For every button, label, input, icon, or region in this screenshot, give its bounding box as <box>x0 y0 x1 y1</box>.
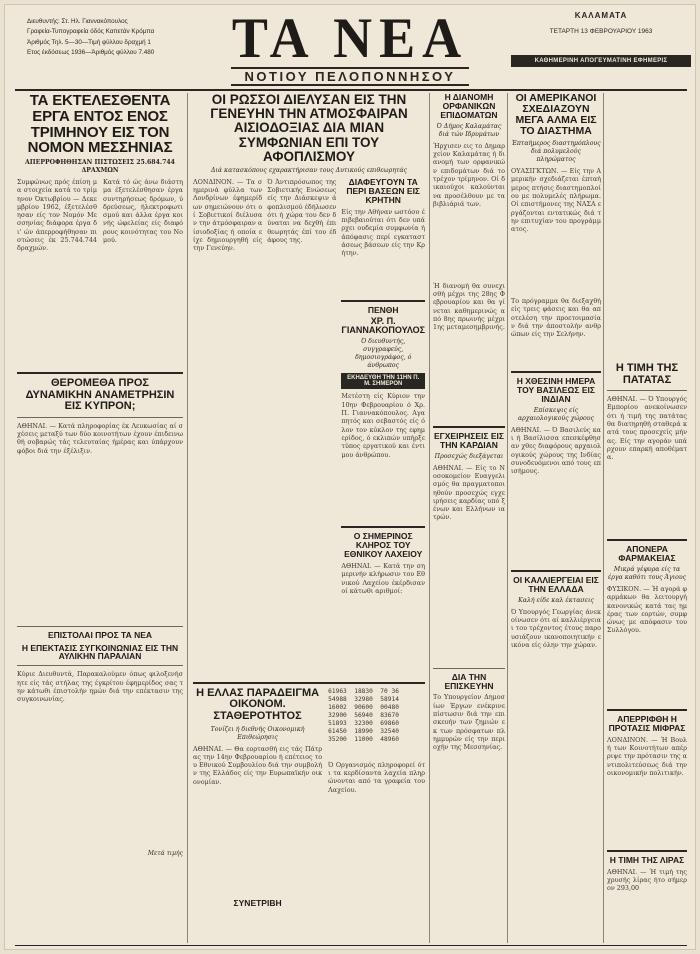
article-transport-body: Κύριε Διευθυντά, Παρακαλούμεν όπως φιλοξενήσητε είς τάς στήλας της έγκρίτου έφημερίδος σας την κάτωθι έπιστολήν ημών διά την επέκτασιν της συγκοινωνίας. <box>17 670 183 704</box>
article-works-body-a: Συμφώνως πρός έπίση μα στοιχεία κατά το τρίμηνον Όκτωβρίου — Δεκεμβρίου 1962, έξετελέσθησαν είς τον Νομόν Μεσσηνίας διάφορα έργα δι' ών άπερροφήθησαν πιστώσεις έκ 25.744.744 δραχμών. <box>17 178 97 253</box>
kicker-geneva: Διά κατασκόπους εχαρακτήρισαν τους Δυτικούς επιθεωρητάς <box>210 166 408 174</box>
article-lottery-note: Ό Οργανισμός πληροφορεί ότι τα κερδίσαντα λαχεία πληρώνονται από τα γραφεία του Λαχείου. <box>328 760 425 794</box>
masthead <box>5 5 696 87</box>
kicker-works: ΑΠΕΡΡΟΦΗΘΗΣΑΝ ΠΙΣΤΩΣΕΙΣ 25.684.744 ΔΡΑΧΜΩΝ <box>24 159 175 174</box>
kicker-greece-stability: Τονίζει ή διεθνής Οικονομική Επιθεώρησις <box>210 725 305 741</box>
box-letters: ΕΠΙΣΤΟΛΑΙ ΠΡΟΣ ΤΑ ΝΕΑ <box>47 629 153 640</box>
column-divider <box>507 93 508 943</box>
article-space-body-a: ΟΥΑΣΙΓΚΤΩΝ. — Είς την Αμερικήν σχεδιάζεται έπταήμερος πτήσις διαστημοπλοίου με πολυμελές πλήρωμα. Οί επιστήμονες της ΝΑΣΑ εργάζονται εντατικώς διά την επιτυχίαν του προγράμματος. <box>511 167 601 234</box>
column-divider <box>429 93 430 943</box>
headline-potato: Η ΤΙΜΗ ΤΗΣ ΠΑΤΑΤΑΣ <box>615 362 679 386</box>
column-5 <box>511 93 601 943</box>
city-name: ΚΑΛΑΜΑΤΑ <box>574 11 628 20</box>
column-4 <box>433 93 505 943</box>
bottom-rule <box>15 945 687 946</box>
article-potato-body: ΑΘΗΝΑΙ. — Ό Υπουργός Εμπορίου ανεκοίνωσεν ότι ή τιμή της πατάτας θα διατηρηθή σταθερά κατά τους προσεχείς μήνας. Είς την αγοράν υπάρχουν επαρκή αποθέματα. <box>607 395 687 462</box>
article-lottery-body: ΑΘΗΝΑΙ. — Κατά την σημερινήν κλήρωσιν του Εθνικού Λαχείου έκέρδισαν οί κάτωθι αριθμοί: <box>341 562 425 596</box>
article-pound-body: ΑΘΗΝΑΙ. — Ή τιμή της χρυσής λίρας ήτο σήμερον 293,00 <box>607 867 687 893</box>
column-divider <box>187 93 188 943</box>
article-geneva-body-a: ΛΟΝΔΙΝΟΝ. — Τα σημερινά φύλλα των Λονδρίνων έφημερίδων σημειώνουν ότι οί Σοβιετικοί διέλυσαν την άτμόσφαιραν αίσιοδοξίας ή οποία είχε δημιουργηθή είς την Γενεύην. <box>193 177 263 253</box>
issue-date: ΤΕΤΑΡΤΗ 13 ΦΕΒΡΟΥΑΡΙΟΥ 1963 <box>549 28 653 35</box>
article-orphans-body-a: Ήρχισεν εις το Δημαρχείον Καλαμάτας ή διανομή των ορφανικών επιδομάτων διά το τρέχον τρίμηνον. Οί δικαιούχοι καλούνται να προσέλθουν με τα βιβλιάριά των. <box>433 141 505 208</box>
phone-line: Άριθμός Τηλ. 5—30—Τιμή φύλλου δραχμή 1 <box>27 38 151 46</box>
kicker-king-india: Επίσκεψις είς αρχαιολογικούς χώρους <box>517 406 595 422</box>
headline-crops: ΟΙ ΚΑΛΛΙΕΡΓΕΙΑΙ ΕΙΣ ΤΗΝ ΕΛΛΑΔΑ <box>513 574 599 594</box>
kicker-orphans: Ό Δήμος Καλαμάτας διά τών Ιδρυμάτων <box>436 122 502 138</box>
headline-crete: ΔΙΑΦΕΥΓΟΥΝ ΤΑ ΠΕΡΙ ΒΑΣΕΩΝ ΕΙΣ ΚΡΗΤΗΝ <box>346 176 421 205</box>
article-repair-body: Το Υπουργείον Δημοσίων Έργων ενέκρινε πίστωσιν διά την επισκευήν των ζημιών εκ των πρόσφατων πλημμυρών είς την περιοχήν της Μεσσηνίας. <box>433 693 505 752</box>
kicker-space: Έπταήμερος διαστημόπλους διά πολυμελούς πληρώματος <box>511 140 601 164</box>
headline-geneva: ΟΙ ΡΩΣΣΟΙ ΔΙΕΛΥΣΑΝ ΕΙΣ ΤΗΝ ΓΕΝΕΥΗΝ ΤΗΝ ΑΤΜΟΣΦΑΙΡΑΝ ΑΙΣΙΟΔΟΞΙΑΣ ΔΙΑ ΜΙΑΝ ΣΥΜΦΩΝΙΑΝ ΕΠΙ ΤΟΥ ΑΦΟΠΛΙΣΜΟΥ <box>210 93 408 164</box>
article-greece-stability-body: ΑΘΗΝΑΙ. — Θα εορτασθή εις τάς Πάτρας την 14ην Φεβρουαρίου ή επέτειος του Εθνικού Συμβουλίου διά την συμβολήν της Ελλάδος είς την Ευρωπαϊκήν οικονομίαν. <box>193 744 323 786</box>
headline-king-india: Η ΧΘΕΣΙΝΗ ΗΜΕΡΑ ΤΟΥ ΒΑΣΙΛΕΩΣ ΕΙΣ ΙΝΔΙΑΝ <box>516 376 596 404</box>
article-geneva-body-b: Ό Άντιπρόσωπος της Σοβιετικής Ενώσεως είς την Διάσκεψιν άφοπλισμού έδήλωσεν ότι ή χώρα του δεν δύναται να δεχθή έπιθεωρητάς έπί του έδάφους της. <box>267 177 337 244</box>
column-2 <box>193 93 425 943</box>
article-proposal-body: ΛΟΝΔΙΝΟΝ. — Ή Βουλή των Κοινοτήτων απέρριψε την πρότασιν της αντιπολιτεύσεως διά την οικονομικήν πολιτικήν. <box>607 735 687 777</box>
obituary-subtitle: Ό διευθυντής, συγγραφεύς, δημοσιογράφος, ό άνθρωπος <box>355 338 412 370</box>
obituary-name: ΧΡ. Π. ΓΙΑΝΝΑΚΟΠΟΥΛΟΣ <box>341 315 425 335</box>
kicker-pharmacies: Μικρά γέφυρα είς τα έργα καθότι τους Άγιους <box>607 565 687 581</box>
obituary-body: Μετέστη είς Κύριον την 10ην Φεβρουαρίου ό Χρ. Π. Γιαννακόπουλος. Αγαπητός και σεβαστός είς όλον τον κύκλον της εφημερίδος, ό εκλιπών υπήρξε τύπος εργατικού και έντιμου άνθρώπου. <box>341 392 425 459</box>
kicker-crops: Καλή είδε καλ έκτασεις <box>518 596 594 604</box>
newspaper-page <box>4 4 696 950</box>
kicker-heart-surgery: Προσεχώς διεξάγεται <box>434 452 504 460</box>
headline-proposal: ΑΠΕΡΡΙΦΘΗ Η ΠΡΟΤΑΣΙΣ ΜΙΦΡΑΣ <box>608 713 686 733</box>
article-crete-body: Είς την Αθήναν ωστόσο έπιβεβαιούται ότι δεν υπάρχει ουδεμία συμφωνία ή άπόφασις περί εγκαταστάσεως βάσεων είς την Κρήτην. <box>341 207 425 258</box>
masthead-title-block <box>201 6 499 85</box>
headline-pound: Η ΤΙΜΗ ΤΗΣ ΛΙΡΑΣ <box>609 854 685 865</box>
headline-pharmacies: ΑΠΟΝΕΡΑ ΦΑΡΜΑΚΕΙΑΣ <box>618 544 676 564</box>
letter-signature: Μετά τιμής <box>147 850 183 858</box>
issue-line: Ετος έκδόσεως 1936—Άριθμός φύλλου 7.480 <box>27 49 155 57</box>
headline-cyprus: ΘΕΡΟΜΕΘΑ ΠΡΟΣ ΔΥΝΑΜΙΚΗΝ ΑΝΑΜΕΤΡΗΣΙΝ ΕΙΣ ΚΥΠΡΟΝ; <box>25 377 175 413</box>
article-space-body-b: Το πρόγραμμα θα διεξαχθή είς τρεις φάσεις και θα αποτελέση την προετοιμασίαν διά την άποστολήν ανθρώπων είς την Σελήνην. <box>511 297 601 339</box>
headline-lottery: Ο ΣΗΜΕΡΙΝΟΣ ΚΛΗΡΟΣ ΤΟΥ ΕΘΝΙΚΟΥ ΛΑΧΕΙΟΥ <box>344 531 423 560</box>
newspaper-subtitle: ΝΟΤΙΟΥ ΠΕΛΟΠΟΝΝΗΣΟΥ <box>231 67 469 86</box>
column-6 <box>607 93 687 943</box>
article-crops-body: Ό Υπουργός Γεωργίας άνεκοίνωσεν ότι αί καλλιέργειαι του τρέχοντος έτους παρουσιάζουν ικανοποιητικήν εικόνα είς όλην την χώραν. <box>511 607 601 649</box>
headline-heart-surgery: ΕΓΧΕΙΡΗΣΕΙΣ ΕΙΣ ΤΗΝ ΚΑΡΔΙΑΝ <box>433 430 504 450</box>
box-crashed: ΣΥΝΕΤΡΙΒΗ <box>233 897 282 908</box>
article-cyprus-body: ΑΘΗΝΑΙ. — Κατά πληροφορίας έκ Λευκωσίας αί σχέσεις μεταξύ των δύο κοινοτήτων έχουν έπιδεινωθή σοβαρώς τάς τελευταίας ήμέρας και ύπάρχουν φόβοι διά την έξέλιξιν. <box>17 421 183 455</box>
headline-works: ΤΑ ΕΚΤΕΛΕΣΘΕΝΤΑ ΕΡΓΑ ΕΝΤΟΣ ΕΝΟΣ ΤΡΙΜΗΝΟΥ ΕΙΣ ΤΟΝ ΝΟΜΟΝ ΜΕΣΣΗΝΙΑΣ <box>27 93 173 157</box>
lottery-numbers: 61963 18830 70 36 54988 32980 58914 16002 90600 00480 32900 56940 83670 51893 32300 69860 61450 18990 32540 35200 11000 48960 <box>328 687 399 743</box>
column-divider <box>603 93 604 943</box>
office-line: Γραφεία-Τυπογραφεία όδός Καπετάν Κρόμπα <box>27 28 155 36</box>
article-orphans-body-b: Ή διανομή θα συνεχισθή μέχρι της 28ης Φεβρουαρίου και θα γίνεται καθημερινώς από 8ης πρωινής μέχρι 1ης μεταμεσημβρινής. <box>433 281 505 332</box>
article-heart-surgery-body: ΑΘΗΝΑΙ. — Είς το Νοσοκομείον Ευαγγελισμός θα πραγματοποιηθούν προσεχώς εγχειρήσεις καρδίας υπό ξένων και Ελλήνων ιατρών. <box>433 463 505 522</box>
masthead-date-block <box>511 11 691 67</box>
editor-line: Διευθυντής: Στ. Ηλ. Γιαννακόπουλος <box>27 18 128 25</box>
tagline-badge: ΚΑΘΗΜΕΡΙΝΗ ΑΠΟΓΕΥΜΑΤΙΝΗ ΕΦΗΜΕΡΙΣ <box>511 55 691 67</box>
obituary-bar: ΕΚΗΔΕΥΘΗ ΤΗΝ 11ΗΝ Π. Μ. ΣΗΜΕΡΟΝ <box>341 373 425 389</box>
article-pharmacies-body: ΦΥΣΙΚΟΝ. — Ή αγορά φαρμάκων θα λειτουργή κανονικώς κατά τας ημέρας των εορτών, συμφώνως με απόφασιν του Συλλόγου. <box>607 584 687 635</box>
masthead-info <box>27 17 197 59</box>
box-repair: ΔΙΑ ΤΗΝ ΕΠΙΣΚΕΥΗΝ <box>444 671 494 691</box>
column-1 <box>17 93 183 943</box>
headline-transport: Η ΕΠΕΚΤΑΣΙΣ ΣΥΓΚΟΙΝΩΝΙΑΣ ΕΙΣ ΤΗΝ ΑΥΛΙΚΗΝ ΠΑΡΑΛΙΑΝ <box>21 642 179 662</box>
headline-space: ΟΙ ΑΜΕΡΙΚΑΝΟΙ ΣΧΕΔΙΑΖΟΥΝ ΜΕΓΑ ΑΛΜΑ ΕΙΣ ΤΟ ΔΙΑΣΤΗΜΑ <box>515 93 597 138</box>
headline-orphans: Η ΔΙΑΝΟΜΗ ΟΡΦΑΝΙΚΩΝ ΕΠΙΔΟΜΑΤΩΝ <box>440 93 498 120</box>
article-king-india-body: ΑΘΗΝΑΙ. — Ό Βασιλεύς και ή Βασίλισσα επεσκέφθησαν χθες διαφόρους αρχαιολογικούς χώρους της Ινδίας συνοδευόμενοι από τους επισήμους. <box>511 425 601 476</box>
headline-greece-stability: Η ΕΛΛΑΣ ΠΑΡΑΔΕΙΓΜΑ ΟΙΚΟΝΟΜ. ΣΤΑΘΕΡΟΤΗΤΟΣ <box>196 686 320 722</box>
obituary-heading: ΠΕΝΘΗ <box>367 304 399 315</box>
article-works-body-b: Κατά τό ώς άνω διάστημα έξετελέσθησαν έργα συντηρήσεως δρόμων, ύδρεύσεως, ήλεκτροφωτισμού και άλλα έργα κοινής ώφελείας είς διαφόρους κοινότητας του Νομού. <box>103 178 183 245</box>
masthead-rule <box>15 89 687 91</box>
newspaper-title: ΤΑ ΝΕΑ <box>231 6 469 70</box>
